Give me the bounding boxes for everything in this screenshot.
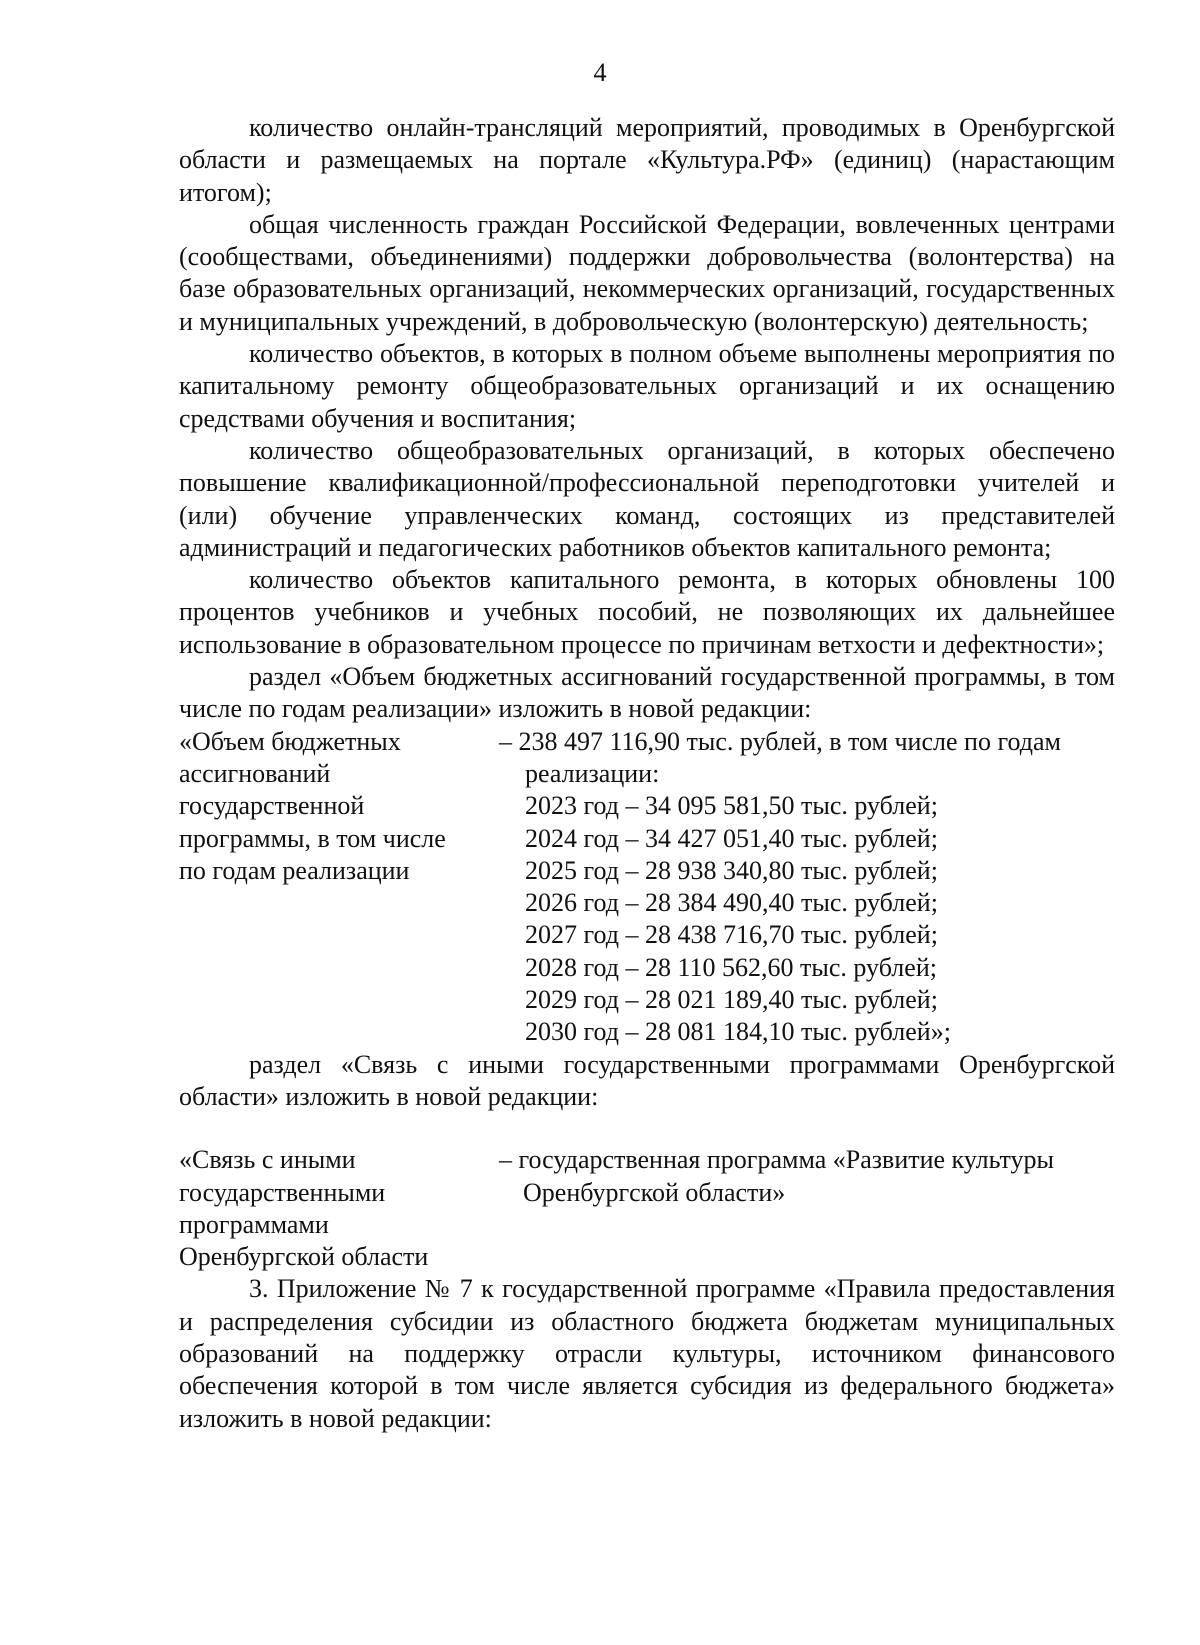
link-label-line: Оренбургской области bbox=[179, 1242, 429, 1272]
page-number: 4 bbox=[593, 58, 607, 87]
budget-label-line: программы, в том числе bbox=[179, 823, 446, 853]
budget-label-line: ассигнований bbox=[179, 758, 331, 788]
budget-values bbox=[499, 726, 1115, 1049]
document-body bbox=[179, 112, 1115, 1435]
link-label-line: «Связь с иными bbox=[179, 1145, 356, 1175]
budget-label-line: государственной bbox=[179, 791, 365, 821]
link-label-line: программами bbox=[179, 1209, 329, 1239]
paragraph-online-broadcasts: количество онлайн-трансляций мероприятий, проводимых в Оренбургской области и размещаемых на портале «Культура.РФ» (единиц) (нарастающим итогом); bbox=[179, 113, 1115, 207]
paragraph-appendix-7: 3. Приложение № 7 к государственной программе «Правила предоставления и распределения субсидии из областного бюджета бюджетам муниципальных образований на поддержку отрасли культуры, источником финансового обеспечения которой в том числе является субсидия из федерального бюджета» изложить в новой редакции: bbox=[179, 1274, 1115, 1433]
paragraph-budget-intro: раздел «Объем бюджетных ассигнований государственной программы, в том числе по годам реализации» изложить в новой редакции: bbox=[179, 662, 1115, 724]
spacer bbox=[179, 1113, 1115, 1144]
budget-label-line: «Объем бюджетных bbox=[179, 726, 401, 756]
budget-total: – 238 497 116,90 тыс. рублей, в том числе по годам bbox=[499, 726, 1061, 756]
budget-year-row: 2030 год – 28 081 184,10 тыс. рублей»; bbox=[525, 1017, 951, 1047]
budget-table bbox=[179, 726, 1115, 1049]
paragraph-repair-objects: количество объектов, в которых в полном объеме выполнены мероприятия по капитальному ремонту общеобразовательных организаций и их оснащению средствами обучения и воспитания; bbox=[179, 339, 1115, 433]
budget-label bbox=[179, 726, 499, 1049]
budget-year-row: 2025 год – 28 938 340,80 тыс. рублей; bbox=[525, 855, 938, 885]
link-table bbox=[179, 1144, 1115, 1273]
paragraph-textbooks: количество объектов капитального ремонта, в которых обновлены 100 процентов учебников и учебных пособий, не позволяющих их дальнейшее использование в образовательном процессе по причинам ветхости и дефектности»; bbox=[179, 565, 1115, 659]
link-values bbox=[499, 1144, 1115, 1273]
link-program: – государственная программа «Развитие культуры bbox=[499, 1145, 1055, 1175]
budget-year-row: 2026 год – 28 384 490,40 тыс. рублей; bbox=[525, 888, 938, 918]
link-label bbox=[179, 1144, 499, 1273]
budget-year-row: 2024 год – 34 427 051,40 тыс. рублей; bbox=[525, 823, 938, 853]
link-label-line: государственными bbox=[179, 1177, 386, 1207]
budget-total-cont: реализации: bbox=[525, 758, 660, 788]
link-program-cont: Оренбургской области» bbox=[523, 1177, 786, 1207]
budget-year-row: 2023 год – 34 095 581,50 тыс. рублей; bbox=[525, 791, 938, 821]
paragraph-volunteers: общая численность граждан Российской Федерации, вовлеченных центрами (сообществами, объединениями) поддержки добровольчества (волонтерства) на базе образовательных организаций, некоммерческих организаций, государственных и муниципальных учреждений, в добровольческую (волонтерскую) деятельность; bbox=[179, 209, 1115, 336]
paragraph-link-intro: раздел «Связь с иными государственными программами Оренбургской области» изложить в новой редакции: bbox=[179, 1049, 1115, 1111]
budget-year-row: 2029 год – 28 021 189,40 тыс. рублей; bbox=[525, 985, 938, 1015]
budget-year-row: 2028 год – 28 110 562,60 тыс. рублей; bbox=[525, 952, 937, 982]
budget-year-row: 2027 год – 28 438 716,70 тыс. рублей; bbox=[525, 920, 938, 950]
budget-label-line: по годам реализации bbox=[179, 855, 410, 885]
paragraph-teacher-training: количество общеобразовательных организаций, в которых обеспечено повышение квалификационной/профессиональной переподготовки учителей и (или) обучение управленческих команд, состоящих из представителей администраций и педагогических работников объектов капитального ремонта; bbox=[179, 435, 1115, 562]
